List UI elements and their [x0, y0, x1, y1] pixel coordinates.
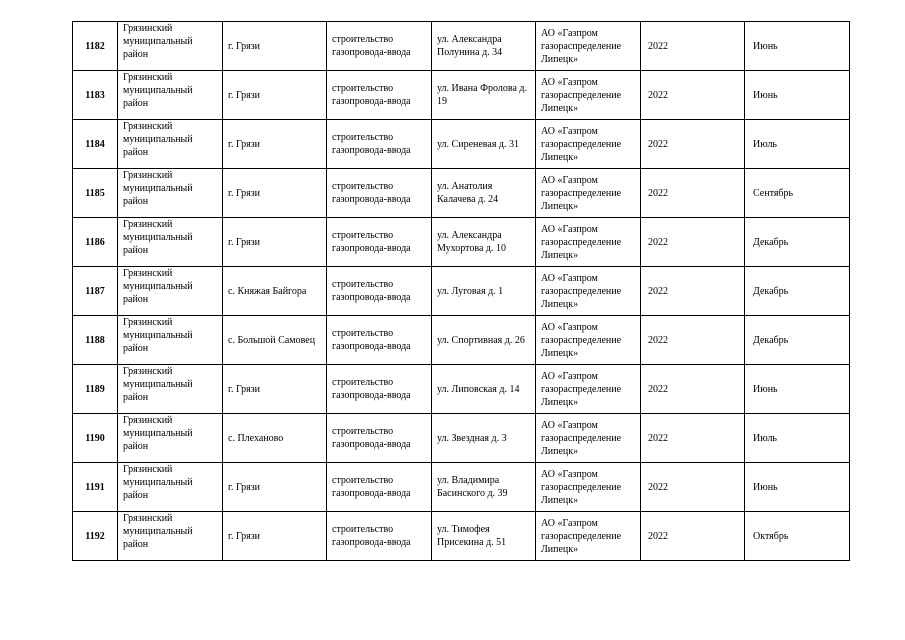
year-cell: 2022 [641, 316, 745, 365]
table-row [73, 22, 850, 71]
row-number: 1184 [73, 120, 118, 169]
organization-cell: АО «Газпром газораспределение Липецк» [536, 120, 641, 169]
settlement-cell: г. Грязи [223, 71, 327, 120]
organization-cell: АО «Газпром газораспределение Липецк» [536, 71, 641, 120]
month-cell: Июнь [745, 71, 850, 120]
gas-pipeline-schedule-table [72, 21, 850, 561]
row-number: 1186 [73, 218, 118, 267]
row-number: 1188 [73, 316, 118, 365]
settlement-cell: г. Грязи [223, 169, 327, 218]
address-cell: ул. Луговая д. 1 [432, 267, 536, 316]
organization-cell: АО «Газпром газораспределение Липецк» [536, 316, 641, 365]
work-type-cell: строительство газопровода-ввода [327, 218, 432, 267]
table-row [73, 365, 850, 414]
year-cell: 2022 [641, 218, 745, 267]
month-cell: Июль [745, 120, 850, 169]
month-cell: Июнь [745, 365, 850, 414]
year-cell: 2022 [641, 22, 745, 71]
organization-cell: АО «Газпром газораспределение Липецк» [536, 267, 641, 316]
month-cell: Сентябрь [745, 169, 850, 218]
row-number: 1185 [73, 169, 118, 218]
table-row [73, 71, 850, 120]
work-type-cell: строительство газопровода-ввода [327, 365, 432, 414]
year-cell: 2022 [641, 267, 745, 316]
address-cell: ул. Владимира Басинского д. 39 [432, 463, 536, 512]
settlement-cell: г. Грязи [223, 365, 327, 414]
year-cell: 2022 [641, 512, 745, 561]
table-row [73, 218, 850, 267]
month-cell: Декабрь [745, 267, 850, 316]
table-row [73, 120, 850, 169]
settlement-cell: с. Княжая Байгора [223, 267, 327, 316]
settlement-cell: г. Грязи [223, 512, 327, 561]
work-type-cell: строительство газопровода-ввода [327, 512, 432, 561]
organization-cell: АО «Газпром газораспределение Липецк» [536, 463, 641, 512]
work-type-cell: строительство газопровода-ввода [327, 463, 432, 512]
table-row [73, 316, 850, 365]
row-number: 1191 [73, 463, 118, 512]
address-cell: ул. Анатолия Калачева д. 24 [432, 169, 536, 218]
table-row [73, 267, 850, 316]
work-type-cell: строительство газопровода-ввода [327, 267, 432, 316]
row-number: 1189 [73, 365, 118, 414]
settlement-cell: г. Грязи [223, 218, 327, 267]
table-row [73, 414, 850, 463]
organization-cell: АО «Газпром газораспределение Липецк» [536, 218, 641, 267]
row-number: 1190 [73, 414, 118, 463]
address-cell: ул. Звездная д. 3 [432, 414, 536, 463]
row-number: 1182 [73, 22, 118, 71]
address-cell: ул. Спортивная д. 26 [432, 316, 536, 365]
organization-cell: АО «Газпром газораспределение Липецк» [536, 414, 641, 463]
row-number: 1192 [73, 512, 118, 561]
address-cell: ул. Сиреневая д. 31 [432, 120, 536, 169]
month-cell: Июль [745, 414, 850, 463]
year-cell: 2022 [641, 414, 745, 463]
row-number: 1187 [73, 267, 118, 316]
year-cell: 2022 [641, 120, 745, 169]
year-cell: 2022 [641, 463, 745, 512]
organization-cell: АО «Газпром газораспределение Липецк» [536, 22, 641, 71]
district-cell: Грязинский муниципальный район [118, 512, 223, 561]
organization-cell: АО «Газпром газораспределение Липецк» [536, 365, 641, 414]
district-cell: Грязинский муниципальный район [118, 414, 223, 463]
district-cell: Грязинский муниципальный район [118, 316, 223, 365]
settlement-cell: с. Плеханово [223, 414, 327, 463]
district-cell: Грязинский муниципальный район [118, 365, 223, 414]
district-cell: Грязинский муниципальный район [118, 218, 223, 267]
organization-cell: АО «Газпром газораспределение Липецк» [536, 169, 641, 218]
month-cell: Октябрь [745, 512, 850, 561]
row-number: 1183 [73, 71, 118, 120]
work-type-cell: строительство газопровода-ввода [327, 120, 432, 169]
work-type-cell: строительство газопровода-ввода [327, 71, 432, 120]
work-type-cell: строительство газопровода-ввода [327, 169, 432, 218]
work-type-cell: строительство газопровода-ввода [327, 414, 432, 463]
district-cell: Грязинский муниципальный район [118, 267, 223, 316]
month-cell: Декабрь [745, 218, 850, 267]
settlement-cell: с. Большой Самовец [223, 316, 327, 365]
organization-cell: АО «Газпром газораспределение Липецк» [536, 512, 641, 561]
address-cell: ул. Александра Полунина д. 34 [432, 22, 536, 71]
district-cell: Грязинский муниципальный район [118, 120, 223, 169]
settlement-cell: г. Грязи [223, 22, 327, 71]
address-cell: ул. Александра Мухортова д. 10 [432, 218, 536, 267]
year-cell: 2022 [641, 169, 745, 218]
month-cell: Июнь [745, 22, 850, 71]
settlement-cell: г. Грязи [223, 463, 327, 512]
table-row [73, 463, 850, 512]
address-cell: ул. Липовская д. 14 [432, 365, 536, 414]
settlement-cell: г. Грязи [223, 120, 327, 169]
district-cell: Грязинский муниципальный район [118, 71, 223, 120]
month-cell: Июнь [745, 463, 850, 512]
table-row [73, 512, 850, 561]
address-cell: ул. Тимофея Присекина д. 51 [432, 512, 536, 561]
district-cell: Грязинский муниципальный район [118, 22, 223, 71]
year-cell: 2022 [641, 71, 745, 120]
table-row [73, 169, 850, 218]
work-type-cell: строительство газопровода-ввода [327, 316, 432, 365]
work-type-cell: строительство газопровода-ввода [327, 22, 432, 71]
district-cell: Грязинский муниципальный район [118, 169, 223, 218]
address-cell: ул. Ивана Фролова д. 19 [432, 71, 536, 120]
district-cell: Грязинский муниципальный район [118, 463, 223, 512]
year-cell: 2022 [641, 365, 745, 414]
month-cell: Декабрь [745, 316, 850, 365]
